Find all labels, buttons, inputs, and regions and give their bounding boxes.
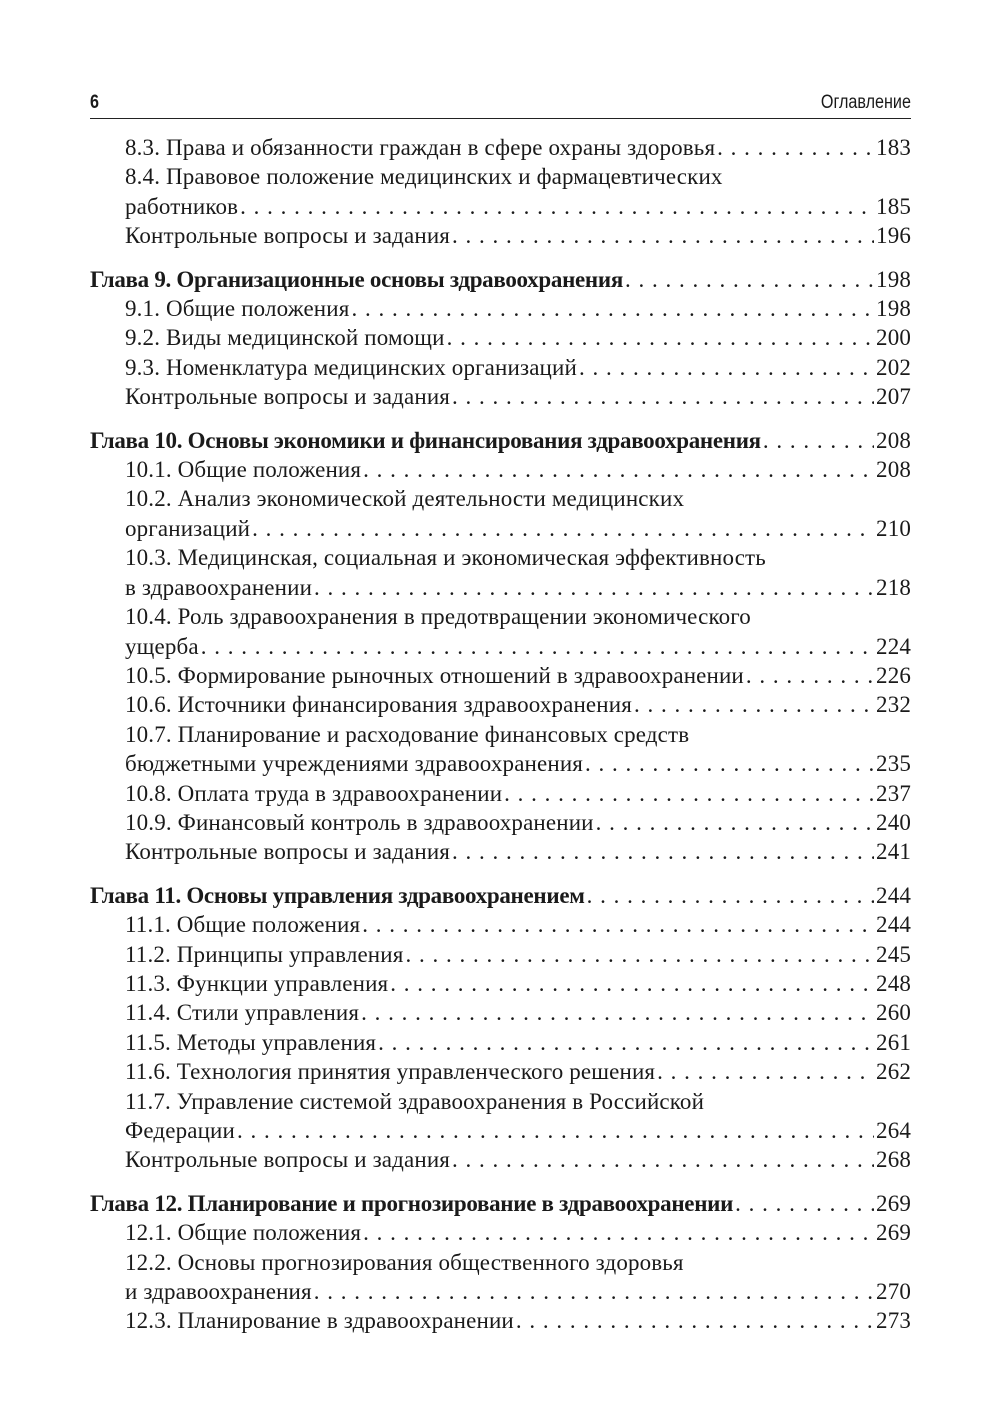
page-reference: 226 — [876, 662, 911, 688]
toc-entry-title-line: 10.2. Анализ экономической деятельности медицинских — [125, 486, 685, 512]
toc-chapter-group — [90, 1189, 911, 1336]
dot-leader — [504, 779, 874, 808]
toc-entry-title: в здравоохранении — [125, 574, 313, 600]
toc-chapter-group — [90, 426, 911, 867]
dot-leader — [390, 969, 874, 998]
toc-entry-title: 11.4. Стили управления — [125, 1000, 360, 1026]
toc-entry-title: 9.1. Общие положения — [125, 296, 350, 322]
page-reference: 198 — [876, 296, 911, 322]
dot-leader — [363, 455, 874, 484]
toc-entry[interactable] — [90, 690, 911, 719]
toc-entry[interactable] — [90, 720, 911, 779]
dot-leader — [452, 221, 874, 250]
table-of-contents — [90, 133, 911, 1336]
page-reference: 268 — [876, 1147, 911, 1173]
page-reference: 264 — [876, 1118, 911, 1143]
toc-entry[interactable] — [90, 779, 911, 808]
toc-entry[interactable] — [90, 837, 911, 866]
toc-entry[interactable] — [90, 808, 911, 837]
toc-entry[interactable] — [90, 484, 911, 543]
dot-leader — [351, 294, 874, 323]
dot-leader — [362, 910, 874, 939]
page-reference: 196 — [876, 223, 911, 249]
toc-chapter-entry[interactable] — [90, 426, 911, 455]
dot-leader — [240, 192, 874, 221]
page-reference: 244 — [876, 882, 911, 908]
chapter-title: Глава 12. Планирование и прогнозирование в здравоохранении — [90, 1190, 734, 1216]
chapter-title: Глава 11. Основы управления здравоохранением — [90, 882, 585, 908]
toc-entry-title: 10.8. Оплата труда в здравоохранении — [125, 780, 503, 806]
page-reference: 269 — [876, 1190, 911, 1216]
running-header — [90, 86, 911, 119]
page-reference: 235 — [876, 751, 911, 777]
toc-entry-title-line: 11.7. Управление системой здравоохранения в Российской — [125, 1088, 705, 1114]
dot-leader — [625, 265, 874, 294]
page-reference: 185 — [876, 193, 911, 219]
toc-entry-title: бюджетными учреждениями здравоохранения — [125, 751, 584, 777]
page-reference: 183 — [876, 135, 911, 160]
toc-entry[interactable] — [90, 133, 911, 162]
toc-entry-title: 9.2. Виды медицинской помощи — [125, 325, 445, 351]
page-reference: 273 — [876, 1308, 911, 1334]
dot-leader — [201, 632, 874, 661]
toc-entry-title: Федерации — [125, 1118, 235, 1143]
page-reference: 210 — [876, 515, 911, 541]
toc-entry[interactable] — [90, 1248, 911, 1307]
dot-leader — [252, 514, 874, 543]
dot-leader — [717, 133, 874, 162]
toc-entry-title: 9.3. Номенклатура медицинских организаций — [125, 354, 577, 380]
dot-leader — [516, 1306, 874, 1335]
toc-entry-title: 10.1. Общие положения — [125, 457, 362, 483]
page-reference: 208 — [876, 457, 911, 483]
toc-entry[interactable] — [90, 602, 911, 661]
toc-entry-title: Контрольные вопросы и задания — [125, 839, 451, 865]
page-reference: 218 — [876, 574, 911, 600]
toc-entry-title-line: 8.4. Правовое положение медицинских и фармацевтических — [125, 164, 723, 190]
toc-entry-title-line: 12.2. Основы прогнозирования общественного здоровья — [125, 1249, 684, 1275]
toc-entry-title: Контрольные вопросы и задания — [125, 1147, 451, 1173]
toc-entry[interactable] — [90, 221, 911, 250]
toc-entry[interactable] — [90, 382, 911, 411]
toc-entry[interactable] — [90, 162, 911, 221]
toc-entry-title: 11.5. Методы управления — [125, 1029, 377, 1055]
page-reference: 270 — [876, 1279, 911, 1305]
dot-leader — [585, 749, 874, 778]
dot-leader — [447, 323, 874, 352]
dot-leader — [314, 573, 874, 602]
page-reference: 261 — [876, 1029, 911, 1055]
toc-chapter-group — [90, 881, 911, 1175]
toc-entry[interactable] — [90, 1145, 911, 1174]
toc-entry-title-line: 10.4. Роль здравоохранения в предотвращении экономического — [125, 604, 751, 630]
page-reference: 241 — [876, 839, 911, 865]
toc-entry-title: и здравоохранения — [125, 1279, 312, 1305]
dot-leader — [657, 1057, 874, 1086]
toc-entry[interactable] — [90, 969, 911, 998]
toc-entry[interactable] — [90, 910, 911, 939]
toc-entry-title: 11.2. Принципы управления — [125, 941, 404, 967]
toc-entry-title: 10.5. Формирование рыночных отношений в здравоохранении — [125, 662, 744, 688]
dot-leader — [634, 690, 874, 719]
dot-leader — [587, 881, 874, 910]
dot-leader — [237, 1116, 874, 1145]
toc-entry[interactable] — [90, 940, 911, 969]
page-reference: 244 — [876, 912, 911, 938]
dot-leader — [452, 837, 874, 866]
dot-leader — [763, 426, 874, 455]
page-reference: 224 — [876, 633, 911, 659]
toc-entry-title: 12.3. Планирование в здравоохранении — [125, 1308, 514, 1334]
toc-entry[interactable] — [90, 1057, 911, 1086]
toc-entry[interactable] — [90, 543, 911, 602]
toc-entry[interactable] — [90, 1306, 911, 1335]
dot-leader — [452, 382, 874, 411]
toc-chapter-entry[interactable] — [90, 881, 911, 910]
toc-entry[interactable] — [90, 661, 911, 690]
page-reference: 198 — [876, 266, 911, 292]
page-reference: 237 — [876, 780, 911, 806]
dot-leader — [735, 1189, 874, 1218]
toc-entry[interactable] — [90, 1028, 911, 1057]
toc-entry-title: 8.3. Права и обязанности граждан в сфере охраны здоровья — [125, 135, 716, 160]
dot-leader — [746, 661, 874, 690]
toc-entry-title: 11.6. Технология принятия управленческого решения — [125, 1059, 656, 1085]
page-reference: 240 — [876, 809, 911, 835]
running-title: Оглавление — [820, 92, 911, 113]
toc-entry-title: ущерба — [125, 633, 199, 659]
toc-entry-title: Контрольные вопросы и задания — [125, 223, 451, 249]
page-number: 6 — [90, 92, 99, 113]
book-page — [90, 86, 911, 1350]
dot-leader — [452, 1145, 874, 1174]
toc-chapter-entry[interactable] — [90, 265, 911, 294]
page-reference: 202 — [876, 354, 911, 380]
toc-entry-title: работников — [125, 193, 239, 219]
toc-entry[interactable] — [90, 294, 911, 323]
toc-entry[interactable] — [90, 998, 911, 1027]
chapter-title: Глава 10. Основы экономики и финансирования здравоохранения — [90, 427, 761, 453]
dot-leader — [579, 353, 874, 382]
toc-entry-title: Контрольные вопросы и задания — [125, 384, 451, 410]
toc-entry-title: 11.3. Функции управления — [125, 970, 389, 996]
dot-leader — [363, 1218, 874, 1247]
toc-chapter-group — [90, 265, 911, 412]
dot-leader — [378, 1028, 874, 1057]
toc-entry[interactable] — [90, 323, 911, 352]
toc-chapter-entry[interactable] — [90, 1189, 911, 1218]
toc-entry-title: организаций — [125, 515, 251, 541]
page-reference: 248 — [876, 970, 911, 996]
toc-entry-title: 10.9. Финансовый контроль в здравоохранении — [125, 809, 594, 835]
toc-entry-title: 12.1. Общие положения — [125, 1220, 362, 1246]
toc-entry[interactable] — [90, 455, 911, 484]
page-reference: 208 — [876, 427, 911, 453]
toc-entry-title-line: 10.3. Медицинская, социальная и экономическая эффективность — [125, 545, 766, 571]
page-reference: 245 — [876, 941, 911, 967]
toc-chapter-group — [90, 133, 911, 251]
toc-entry-title-line: 10.7. Планирование и расходование финансовых средств — [125, 721, 690, 747]
page-reference: 260 — [876, 1000, 911, 1026]
dot-leader — [361, 998, 874, 1027]
dot-leader — [314, 1277, 874, 1306]
toc-entry-title: 11.1. Общие положения — [125, 912, 361, 938]
toc-entry[interactable] — [90, 1087, 911, 1146]
page-reference: 269 — [876, 1220, 911, 1246]
toc-entry-title: 10.6. Источники финансирования здравоохранения — [125, 692, 632, 718]
page-reference: 232 — [876, 692, 911, 718]
dot-leader — [405, 940, 874, 969]
page-reference: 200 — [876, 325, 911, 351]
page-reference: 207 — [876, 384, 911, 410]
dot-leader — [596, 808, 874, 837]
chapter-title: Глава 9. Организационные основы здравоохранения — [90, 266, 623, 292]
toc-entry[interactable] — [90, 353, 911, 382]
toc-entry[interactable] — [90, 1218, 911, 1247]
page-reference: 262 — [876, 1059, 911, 1085]
